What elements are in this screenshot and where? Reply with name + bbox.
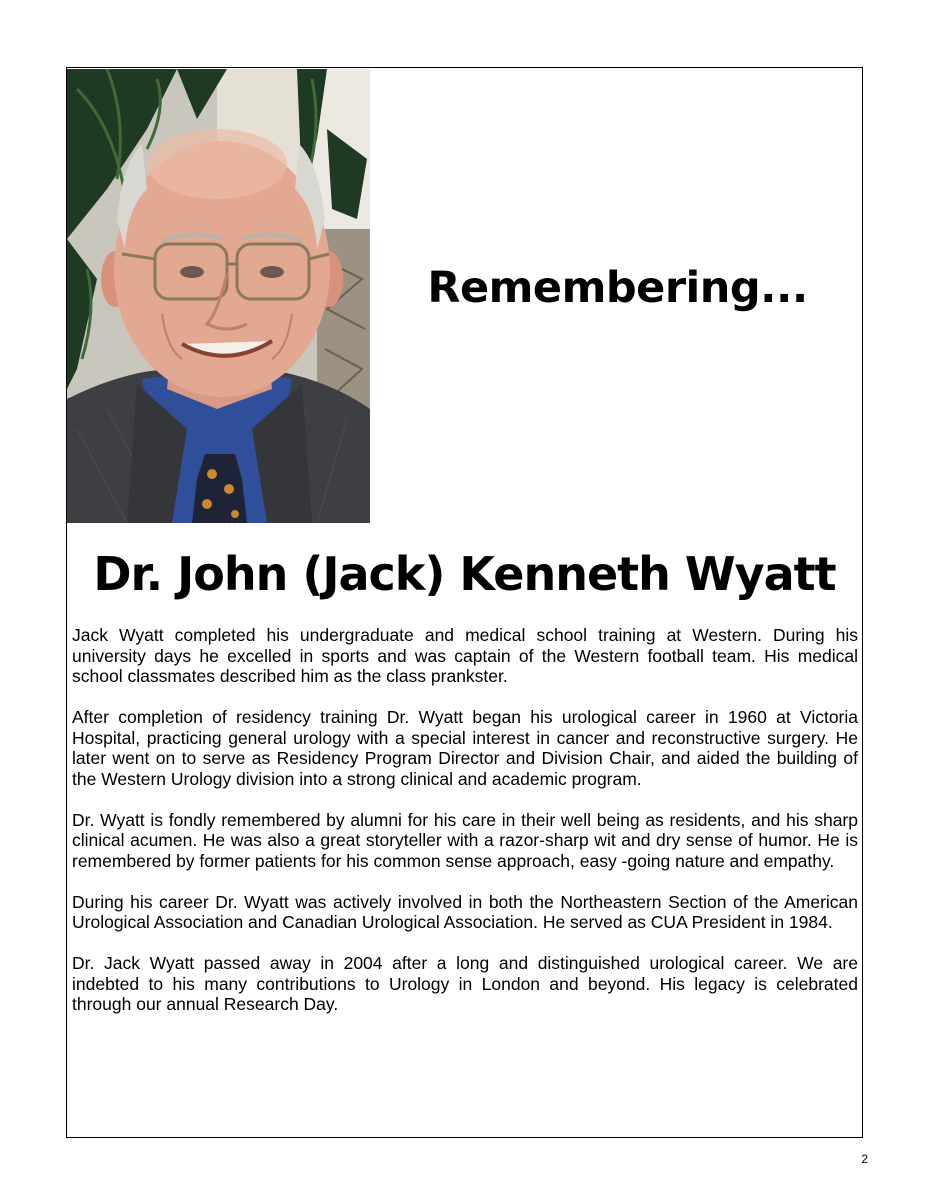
page-number: 2 [861,1152,868,1166]
person-name-title: Dr. John (Jack) Kenneth Wyatt [93,547,836,601]
biography-paragraph: Dr. Wyatt is fondly remembered by alumni for his care in their well being as residents, and his sharp clinical acumen. He was also a great storyteller with a razor-sharp wit and dry sense of humor. He is remembered by former patients for his common sense approach, easy -going nature and empathy. [72,809,858,871]
biography-paragraph: During his career Dr. Wyatt was actively involved in both the Northeastern Section of the American Urological Association and Canadian Urological Association. He served as CUA President in 1984. [72,891,858,932]
biography-paragraph: After completion of residency training Dr. Wyatt began his urological career in 1960 at Victoria Hospital, practicing general urology with a special interest in cancer and reconstructive surgery. He later went on to serve as Residency Program Director and Division Chair, and aided the building of the Western Urology division into a strong clinical and academic program. [72,707,858,789]
biography-paragraph: Jack Wyatt completed his undergraduate and medical school training at Western. During his university days he excelled in sports and was captain of the Western football team. His medical school classmates described him as the class prankster. [72,625,858,686]
biography-paragraph: Dr. Jack Wyatt passed away in 2004 after a long and distinguished urological career. We are indebted to his many contributions to Urology in London and beyond. His legacy is celebrated through our annual Research Day. [72,953,858,1014]
page-heading: Remembering... [427,263,808,313]
biography-text [72,625,858,1035]
portrait-photo [67,69,370,523]
